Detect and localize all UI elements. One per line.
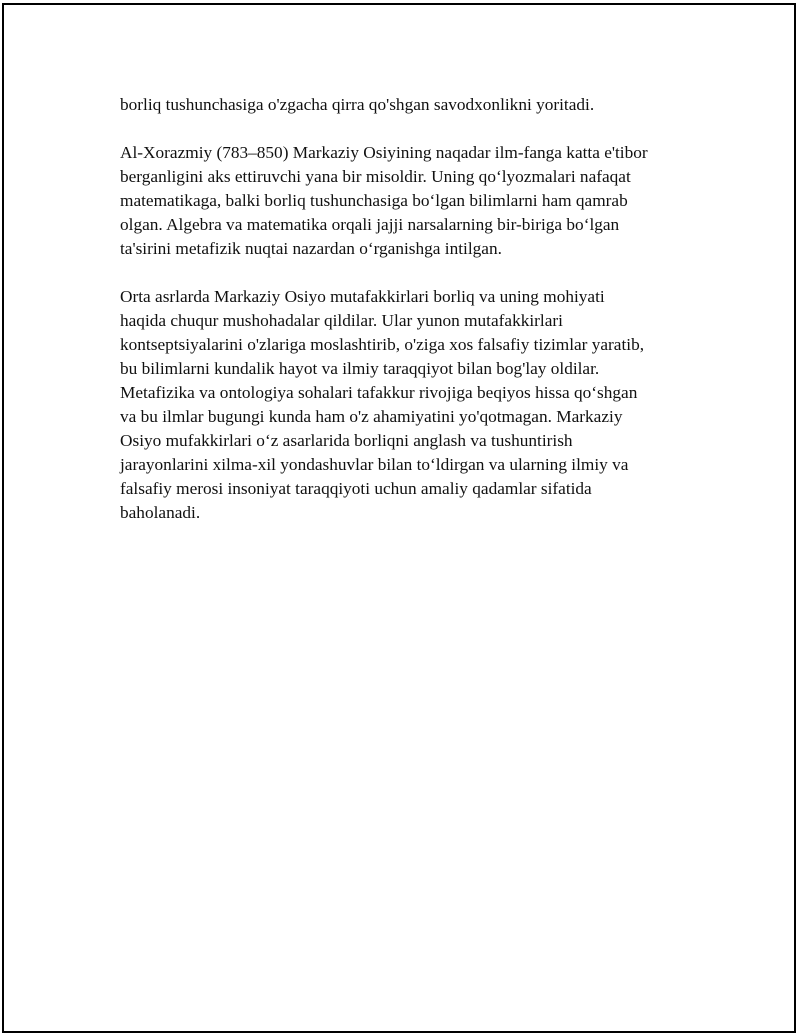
text-line: Orta asrlarda Markaziy Osiyo mutafakkirlari borliq va uning mohiyati (120, 287, 605, 306)
text-line: matematikaga, balki borliq tushunchasiga bo‘lgan bilimlarni ham qamrab (120, 191, 628, 210)
text-line: falsafiy merosi insoniyat taraqqiyoti uchun amaliy qadamlar sifatida (120, 479, 592, 498)
text-line: bu bilimlarni kundalik hayot va ilmiy taraqqiyot bilan bog'lay oldilar. (120, 359, 600, 378)
text-line: va bu ilmlar bugungi kunda ham o'z ahamiyatini yo'qotmagan. Markaziy (120, 407, 623, 426)
text-line: baholanadi. (120, 503, 201, 522)
document-body (120, 93, 700, 549)
text-line: borliq tushunchasiga o'zgacha qirra qo'shgan savodxonlikni yoritadi. (120, 95, 595, 114)
paragraph-2 (120, 141, 700, 261)
text-line: Osiyo mufakkirlari o‘z asarlarida borliqni anglash va tushuntirish (120, 431, 573, 450)
text-line: kontseptsiyalarini o'zlariga moslashtirib, o'ziga xos falsafiy tizimlar yaratib, (120, 335, 645, 354)
text-line: ta'sirini metafizik nuqtai nazardan o‘rganishga intilgan. (120, 239, 502, 258)
text-line: jarayonlarini xilma-xil yondashuvlar bilan to‘ldirgan va ularning ilmiy va (120, 455, 629, 474)
page-frame (2, 3, 796, 1033)
text-line: haqida chuqur mushohadalar qildilar. Ular yunon mutafakkirlari (120, 311, 563, 330)
text-line: olgan. Algebra va matematika orqali jajji narsalarning bir-biriga bo‘lgan (120, 215, 620, 234)
paragraph-3 (120, 285, 700, 525)
text-line: berganligini aks ettiruvchi yana bir misoldir. Uning qo‘lyozmalari nafaqat (120, 167, 631, 186)
text-line: Al-Xorazmiy (783–850) Markaziy Osiyining naqadar ilm-fanga katta e'tibor (120, 143, 648, 162)
paragraph-1 (120, 93, 700, 117)
text-line: Metafizika va ontologiya sohalari tafakkur rivojiga beqiyos hissa qo‘shgan (120, 383, 638, 402)
